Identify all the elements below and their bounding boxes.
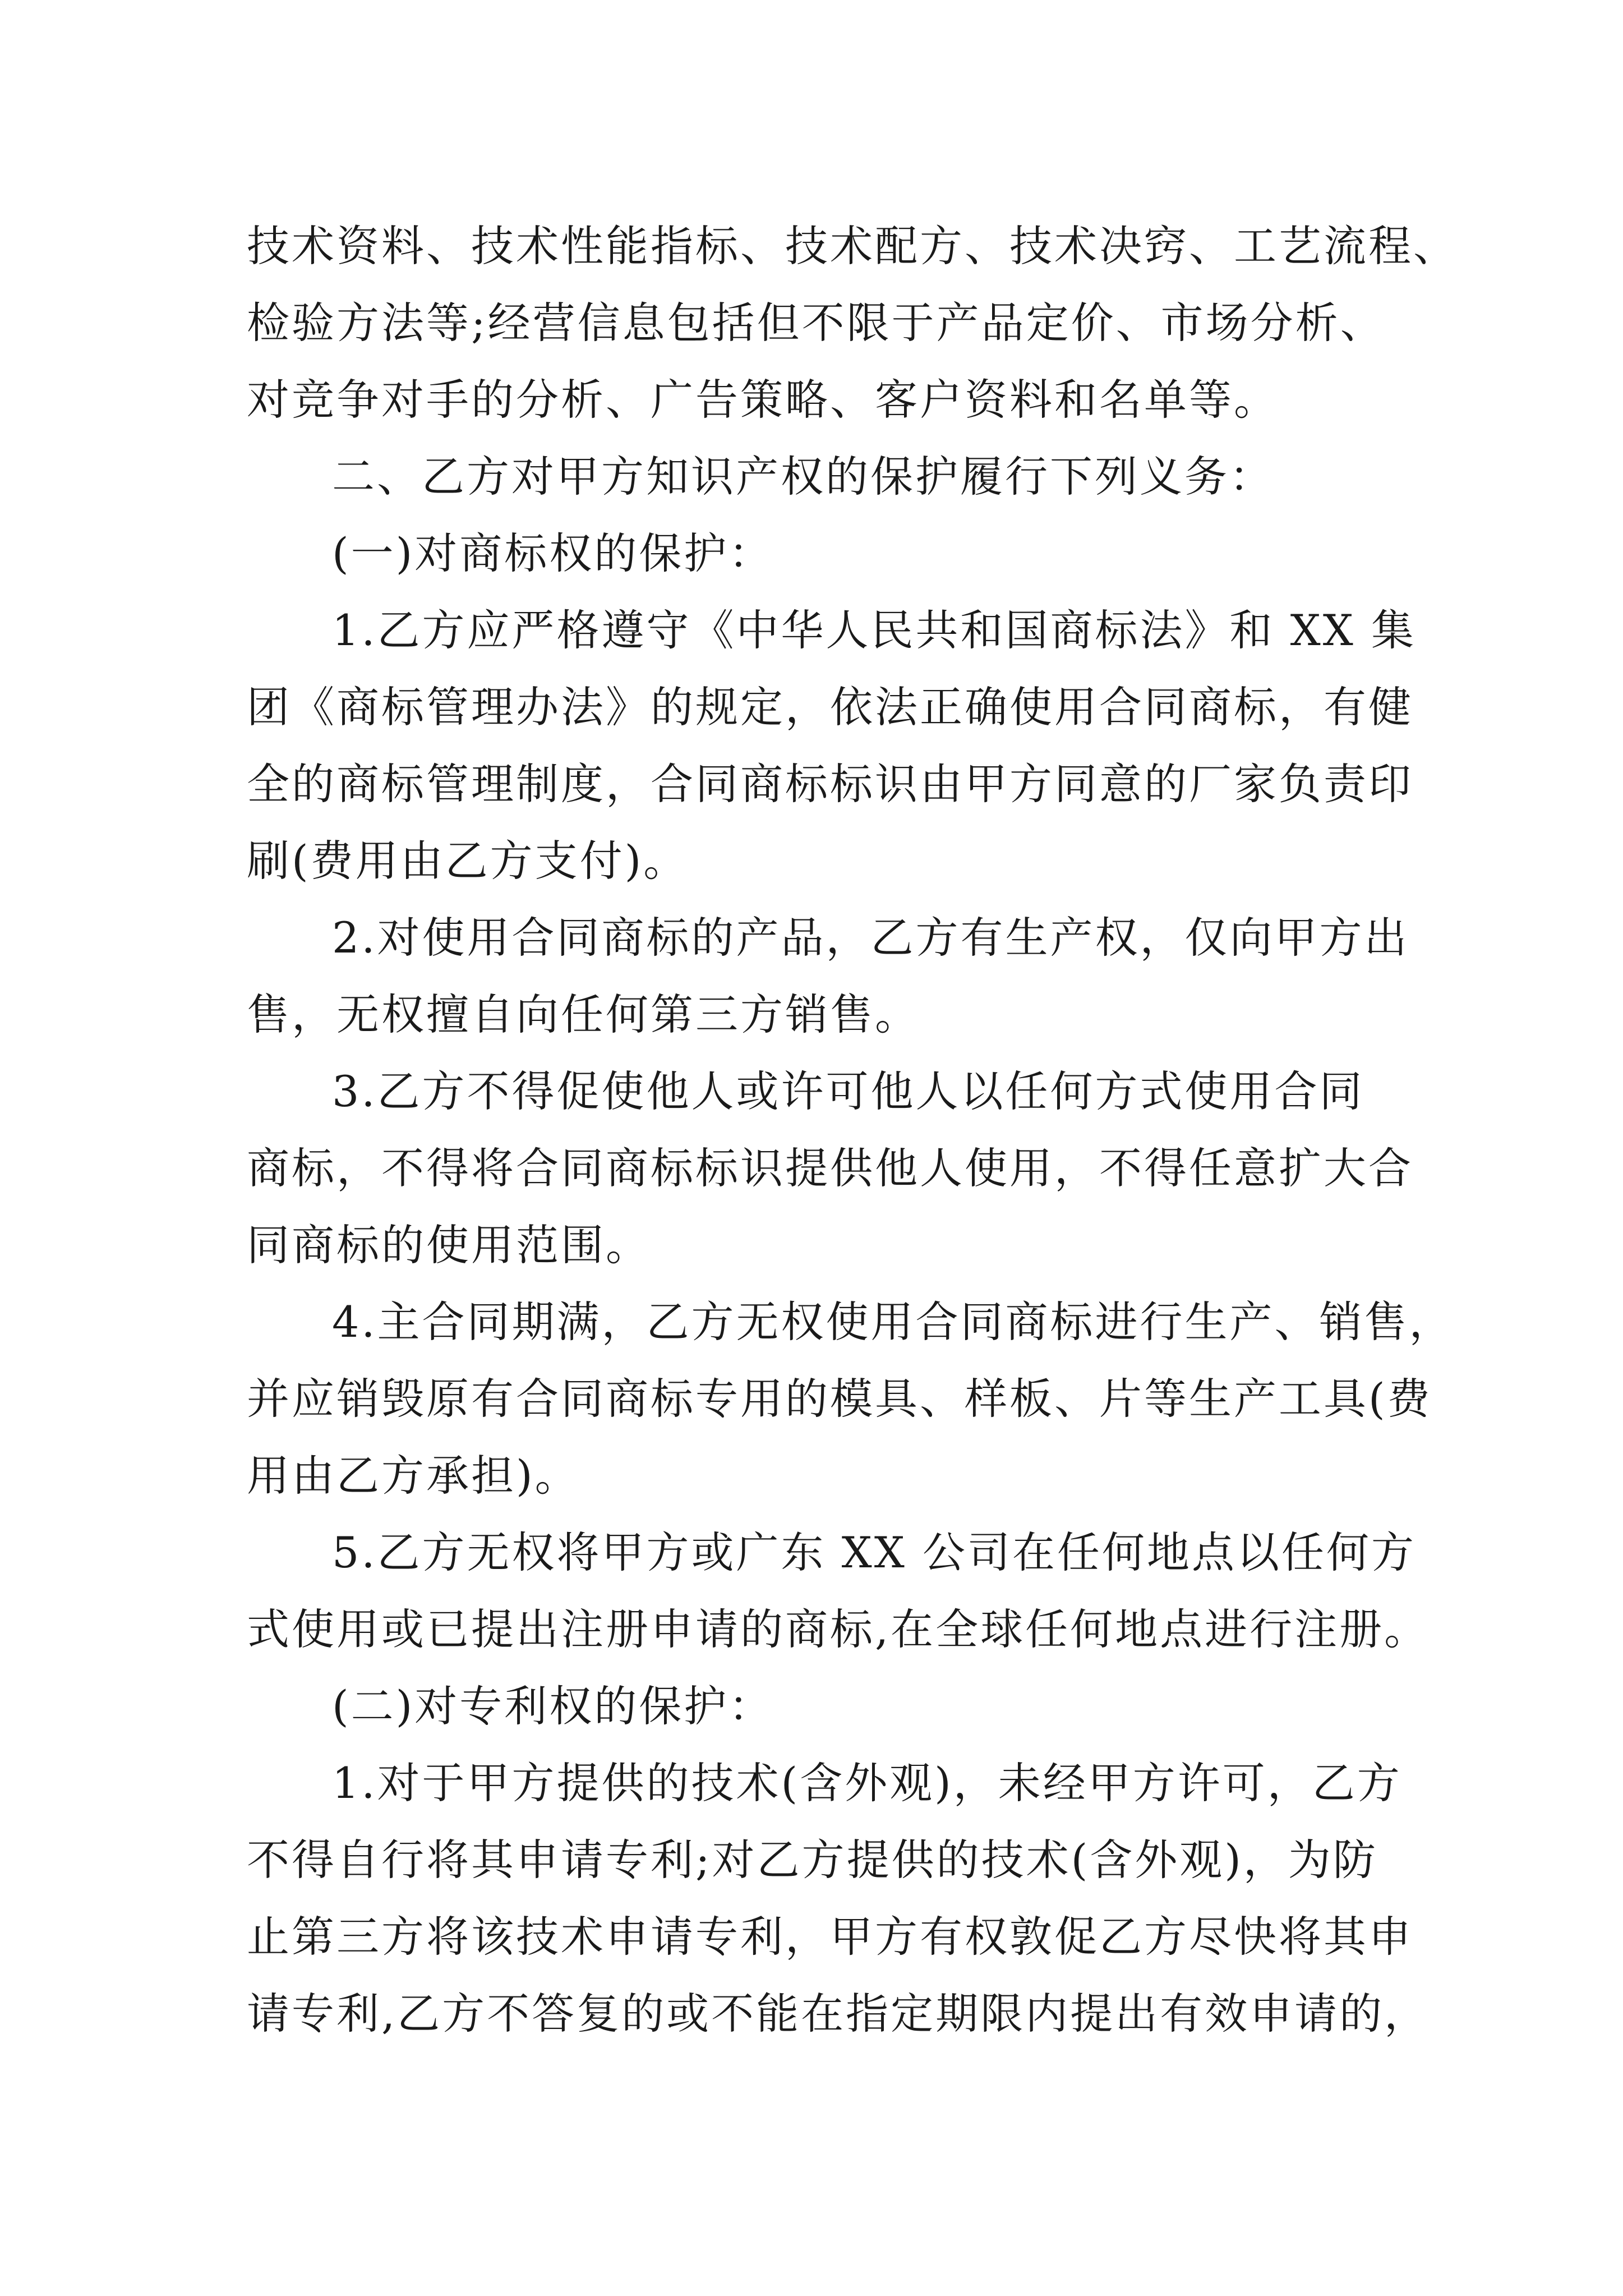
clause-1-line-1: 1.乙方应严格遵守《中华人民共和国商标法》和 XX 集 [332, 605, 1417, 655]
clause-4-line-2: 并应销毁原有合同商标专用的模具、样板、片等生产工具(费 [247, 1374, 1432, 1424]
clause-1-line-2: 团《商标管理办法》的规定，依法正确使用合同商标，有健 [247, 682, 1413, 732]
patent-clause-1-line-2: 不得自行将其申请专利;对乙方提供的技术(含外观)，为防 [247, 1835, 1378, 1885]
clause-3-line-3: 同商标的使用范围。 [247, 1220, 651, 1270]
clause-1-line-3: 全的商标管理制度，合同商标标识由甲方同意的厂家负责印 [247, 759, 1413, 809]
text-line-2: 检验方法等;经营信息包括但不限于产品定价、市场分析、 [247, 298, 1385, 348]
section-heading-obligations: 二、乙方对甲方知识产权的保护履行下列义务： [332, 452, 1274, 501]
subsection-heading-trademark: (一)对商标权的保护： [332, 528, 774, 578]
clause-2-line-2: 售，无权擅自向任何第三方销售。 [247, 990, 920, 1039]
clause-2-line-1: 2.对使用合同商标的产品，乙方有生产权，仅向甲方出 [332, 913, 1409, 963]
clause-4-line-1: 4.主合同期满，乙方无权使用合同商标进行生产、销售， [332, 1297, 1454, 1347]
patent-clause-1-line-4: 请专利,乙方不答复的或不能在指定期限内提出有效申请的， [247, 1989, 1430, 2039]
patent-clause-1-line-3: 止第三方将该技术申请专利，甲方有权敦促乙方尽快将其申 [247, 1912, 1413, 1962]
clause-5-line-2: 式使用或已提出注册申请的商标,在全球任何地点进行注册。 [247, 1604, 1430, 1654]
clause-3-line-2: 商标，不得将合同商标标识提供他人使用，不得任意扩大合 [247, 1143, 1413, 1193]
document-body [247, 208, 1458, 2052]
clause-4-line-3: 用由乙方承担)。 [247, 1451, 580, 1501]
clause-5-line-1: 5.乙方无权将甲方或广东 XX 公司在任何地点以任何方 [332, 1527, 1417, 1577]
subsection-heading-patent: (二)对专利权的保护： [332, 1681, 774, 1731]
patent-clause-1-line-1: 1.对于甲方提供的技术(含外观)，未经甲方许可，乙方 [332, 1758, 1402, 1808]
clause-1-line-4: 刷(费用由乙方支付)。 [247, 836, 689, 886]
text-line-3: 对竞争对手的分析、广告策略、客户资料和名单等。 [247, 375, 1279, 425]
clause-3-line-1: 3.乙方不得促使他人或许可他人以任何方式使用合同 [332, 1066, 1364, 1116]
text-line-1: 技术资料、技术性能指标、技术配方、技术决窍、工艺流程、 [247, 221, 1458, 271]
